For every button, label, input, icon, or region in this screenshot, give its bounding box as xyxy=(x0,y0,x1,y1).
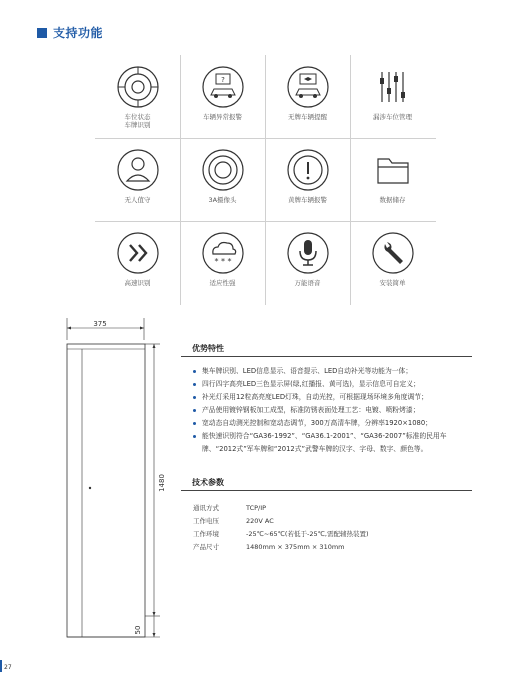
table-row xyxy=(193,540,369,553)
table-row xyxy=(193,501,369,514)
feature-label: 无人值守 xyxy=(124,196,151,204)
feature-label: 适应性强 xyxy=(209,279,236,287)
spec-value: 220V AC xyxy=(246,516,274,525)
spec-value: TCP/IP xyxy=(246,503,267,512)
feature-easy-install xyxy=(350,221,435,304)
camera-lens-icon xyxy=(115,64,161,110)
spec-table xyxy=(193,501,369,553)
feature-yellow-plate-alarm xyxy=(265,138,350,221)
feature-space-management xyxy=(350,55,435,138)
feature-label: 车辆异常报警 xyxy=(203,113,242,121)
feature-label: 数据储存 xyxy=(379,196,406,204)
feature-label: 车位状态 车牌识别 xyxy=(124,113,151,129)
dimension-width-label: 375 xyxy=(93,320,107,328)
exclamation-icon xyxy=(285,147,331,193)
feature-universal-voice xyxy=(265,221,350,304)
advantages-list xyxy=(181,365,472,456)
car-question-icon xyxy=(200,64,246,110)
double-chevron-icon xyxy=(115,230,161,276)
section-title-text: 支持功能 xyxy=(53,26,104,40)
svg-text:* * *: * * * xyxy=(213,257,232,266)
feature-grid xyxy=(95,55,436,305)
section-title xyxy=(37,24,103,41)
list-item: 四行四字高亮LED三色显示屏(绿,红播报、黄可选)，显示信息可自定义； xyxy=(193,378,472,391)
page-marker xyxy=(0,660,2,672)
dimension-height-label: 1480 xyxy=(158,474,166,492)
feature-abnormal-alarm xyxy=(180,55,265,138)
folder-icon xyxy=(370,147,416,193)
feature-3a-camera xyxy=(180,138,265,221)
car-alert-icon xyxy=(285,64,331,110)
list-item: 宽动态自动测光控制和宽动态调节，300万高清车牌，分辨率1920×1080； xyxy=(193,417,472,430)
spec-value: 1480mm × 375mm × 310mm xyxy=(246,542,345,551)
feature-data-storage xyxy=(350,138,435,221)
table-row xyxy=(193,514,369,527)
list-item: 补光灯采用12粒高亮度LED灯珠，自动光控，可根据现场环境多角度调节； xyxy=(193,391,472,404)
svg-text:?: ? xyxy=(220,76,225,84)
list-item: 能快速识别符合“GA36-1992”、“GA36.1-2001”、“GA36-2007”标准的民用车牌、“2012式”军车牌和“2012式”武警车牌的汉字、字母、数字、颜色等。 xyxy=(193,430,472,456)
person-icon xyxy=(115,147,161,193)
advantages-heading: 优势特性 xyxy=(181,342,472,357)
weather-icon xyxy=(200,230,246,276)
feature-no-plate-reminder xyxy=(265,55,350,138)
spec-key: 通讯方式 xyxy=(193,504,219,512)
list-item: 集车牌识别、LED信息显示、语音提示、LED自动补光等功能为一体； xyxy=(193,365,472,378)
feature-label: 高速识别 xyxy=(124,279,151,287)
feature-high-speed-recognition xyxy=(95,221,180,304)
spec-value: -25℃~65℃(若低于-25℃,需配辅热装置) xyxy=(246,530,369,538)
table-row xyxy=(193,527,369,540)
product-dimension-drawing xyxy=(60,318,170,648)
feature-label: 无牌车辆提醒 xyxy=(288,113,327,121)
feature-label: 3A摄像头 xyxy=(208,196,237,204)
feature-label: 漏涉车位管理 xyxy=(373,113,412,121)
spec-key: 产品尺寸 xyxy=(193,543,219,551)
spec-key: 工作电压 xyxy=(193,517,219,525)
feature-plate-recognition xyxy=(95,55,180,138)
sliders-icon xyxy=(370,64,416,110)
microphone-icon xyxy=(285,230,331,276)
wrench-icon xyxy=(370,230,416,276)
advantages-panel xyxy=(181,342,472,553)
tech-heading: 技术参数 xyxy=(181,476,472,491)
page-number: 27 xyxy=(4,664,12,671)
lens-icon xyxy=(200,147,246,193)
dimension-base-label: 50 xyxy=(134,625,142,635)
feature-adaptability xyxy=(180,221,265,304)
feature-label: 安装简单 xyxy=(379,279,406,287)
feature-label: 万能语音 xyxy=(294,279,321,287)
feature-label: 黄牌车辆报警 xyxy=(288,196,327,204)
tech-specs-section xyxy=(181,476,472,553)
title-square-marker xyxy=(37,28,47,38)
spec-key: 工作环境 xyxy=(193,530,219,538)
feature-unattended xyxy=(95,138,180,221)
list-item: 产品使用镀锌钢板加工成型，标准防锈表面处理工艺：电镀、喷粉烤漆； xyxy=(193,404,472,417)
